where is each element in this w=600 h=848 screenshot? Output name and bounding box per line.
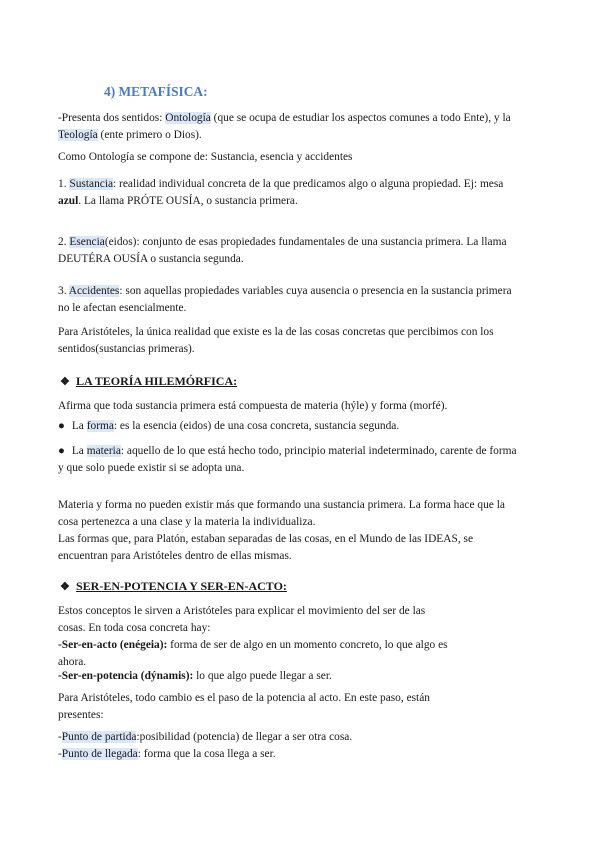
term-teologia: Teología [58, 129, 98, 141]
item-sustancia: 1. Sustancia: realidad individual concreta de la que predicamos algo o alguna propiedad. Ej: mesa azul. La llama PRÓTE OUSÍA, o sustancia primera. [58, 178, 504, 207]
term-accidentes: Accidentes [68, 285, 120, 297]
change-paragraph: Para Aristóteles, todo cambio es el paso de la potencia al acto. En este paso, están presentes: [58, 692, 430, 721]
section-potencia-acto-heading: ❖ SER-EN-POTENCIA Y SER-EN-ACTO: [60, 578, 550, 596]
term-ser-en-potencia: -Ser-en-potencia (dýnamis): [58, 670, 194, 682]
item-accidentes: 3. Accidentes: son aquellas propiedades variables cuya ausencia o presencia en la sustancia primera no le afectan esencialmente. [58, 285, 512, 314]
materia-forma-paragraph: Materia y forma no pueden existir más que formando una sustancia primera. La forma hace que la cosa pertenezca a una clase y la materia la individualiza. Las formas que, para Platón, estaban separadas de las cosas, en el Mundo de las IDEAS, se encuentran para Aristóteles dentro de ellas mismas. [58, 499, 505, 562]
aristotle-paragraph: Para Aristóteles, la única realidad que existe es la de las cosas concretas que percibimos con los sentidos(sustancias primeras). [58, 326, 494, 355]
term-materia: materia [86, 445, 121, 457]
diamond-bullet-icon: ❖ [60, 581, 70, 593]
bullet-materia: ● La materia: aquello de lo que está hecho todo, principio material indeterminado, carente de forma y que solo puede existir si se adopta una. [58, 445, 517, 474]
page-title: 4) METAFÍSICA: [104, 84, 208, 99]
bullet-icon: ● [58, 445, 65, 457]
diamond-bullet-icon: ❖ [60, 376, 70, 388]
bullet-icon: ● [58, 420, 65, 432]
potencia-intro: Estos conceptos le sirven a Aristóteles para explicar el movimiento del ser de las cosas. En toda cosa concreta hay: -Ser-en-acto (enégeia): forma de ser de algo en un momento concreto, lo que algo es ahora. [58, 605, 448, 668]
term-esencia: Esencia [69, 236, 105, 248]
term-forma: forma [86, 420, 114, 432]
ontology-line: Como Ontología se compone de: Sustancia, esencia y accidentes [58, 151, 353, 163]
section-hilemorfica-heading: ❖ LA TEORÍA HILEMÓRFICA: [60, 373, 550, 391]
intro-paragraph: -Presenta dos sentidos: Ontología (que se ocupa de estudiar los aspectos comunes a todo Ente), y la Teología (ente primero o Dios). [58, 112, 511, 141]
bold-azul: azul [58, 195, 79, 207]
bullet-forma: ● La forma: es la esencia (eidos) de una cosa concreta, sustancia segunda. [58, 418, 548, 435]
term-sustancia: Sustancia [69, 178, 114, 190]
term-ser-en-acto: -Ser-en-acto (enégeia): [58, 639, 168, 651]
term-punto-llegada: Punto de llegada [61, 748, 138, 760]
term-punto-partida: Punto de partida [61, 731, 137, 743]
ser-en-potencia: -Ser-en-potencia (dýnamis): lo que algo puede llegar a ser. [58, 670, 332, 682]
item-esencia: 2. Esencia(eidos): conjunto de esas propiedades fundamentales de una sustancia primera. La llama DEUTÉRA OUSÍA o sustancia segunda. [58, 236, 507, 265]
hilemorfica-intro: Afirma que toda sustancia primera está compuesta de materia (hýle) y forma (morfé). [58, 400, 448, 412]
term-ontologia: Ontología [165, 112, 211, 124]
puntos-list: -Punto de partida:posibilidad (potencia) de llegar a ser otra cosa. -Punto de llegada: forma que la cosa llega a ser. [58, 731, 353, 760]
